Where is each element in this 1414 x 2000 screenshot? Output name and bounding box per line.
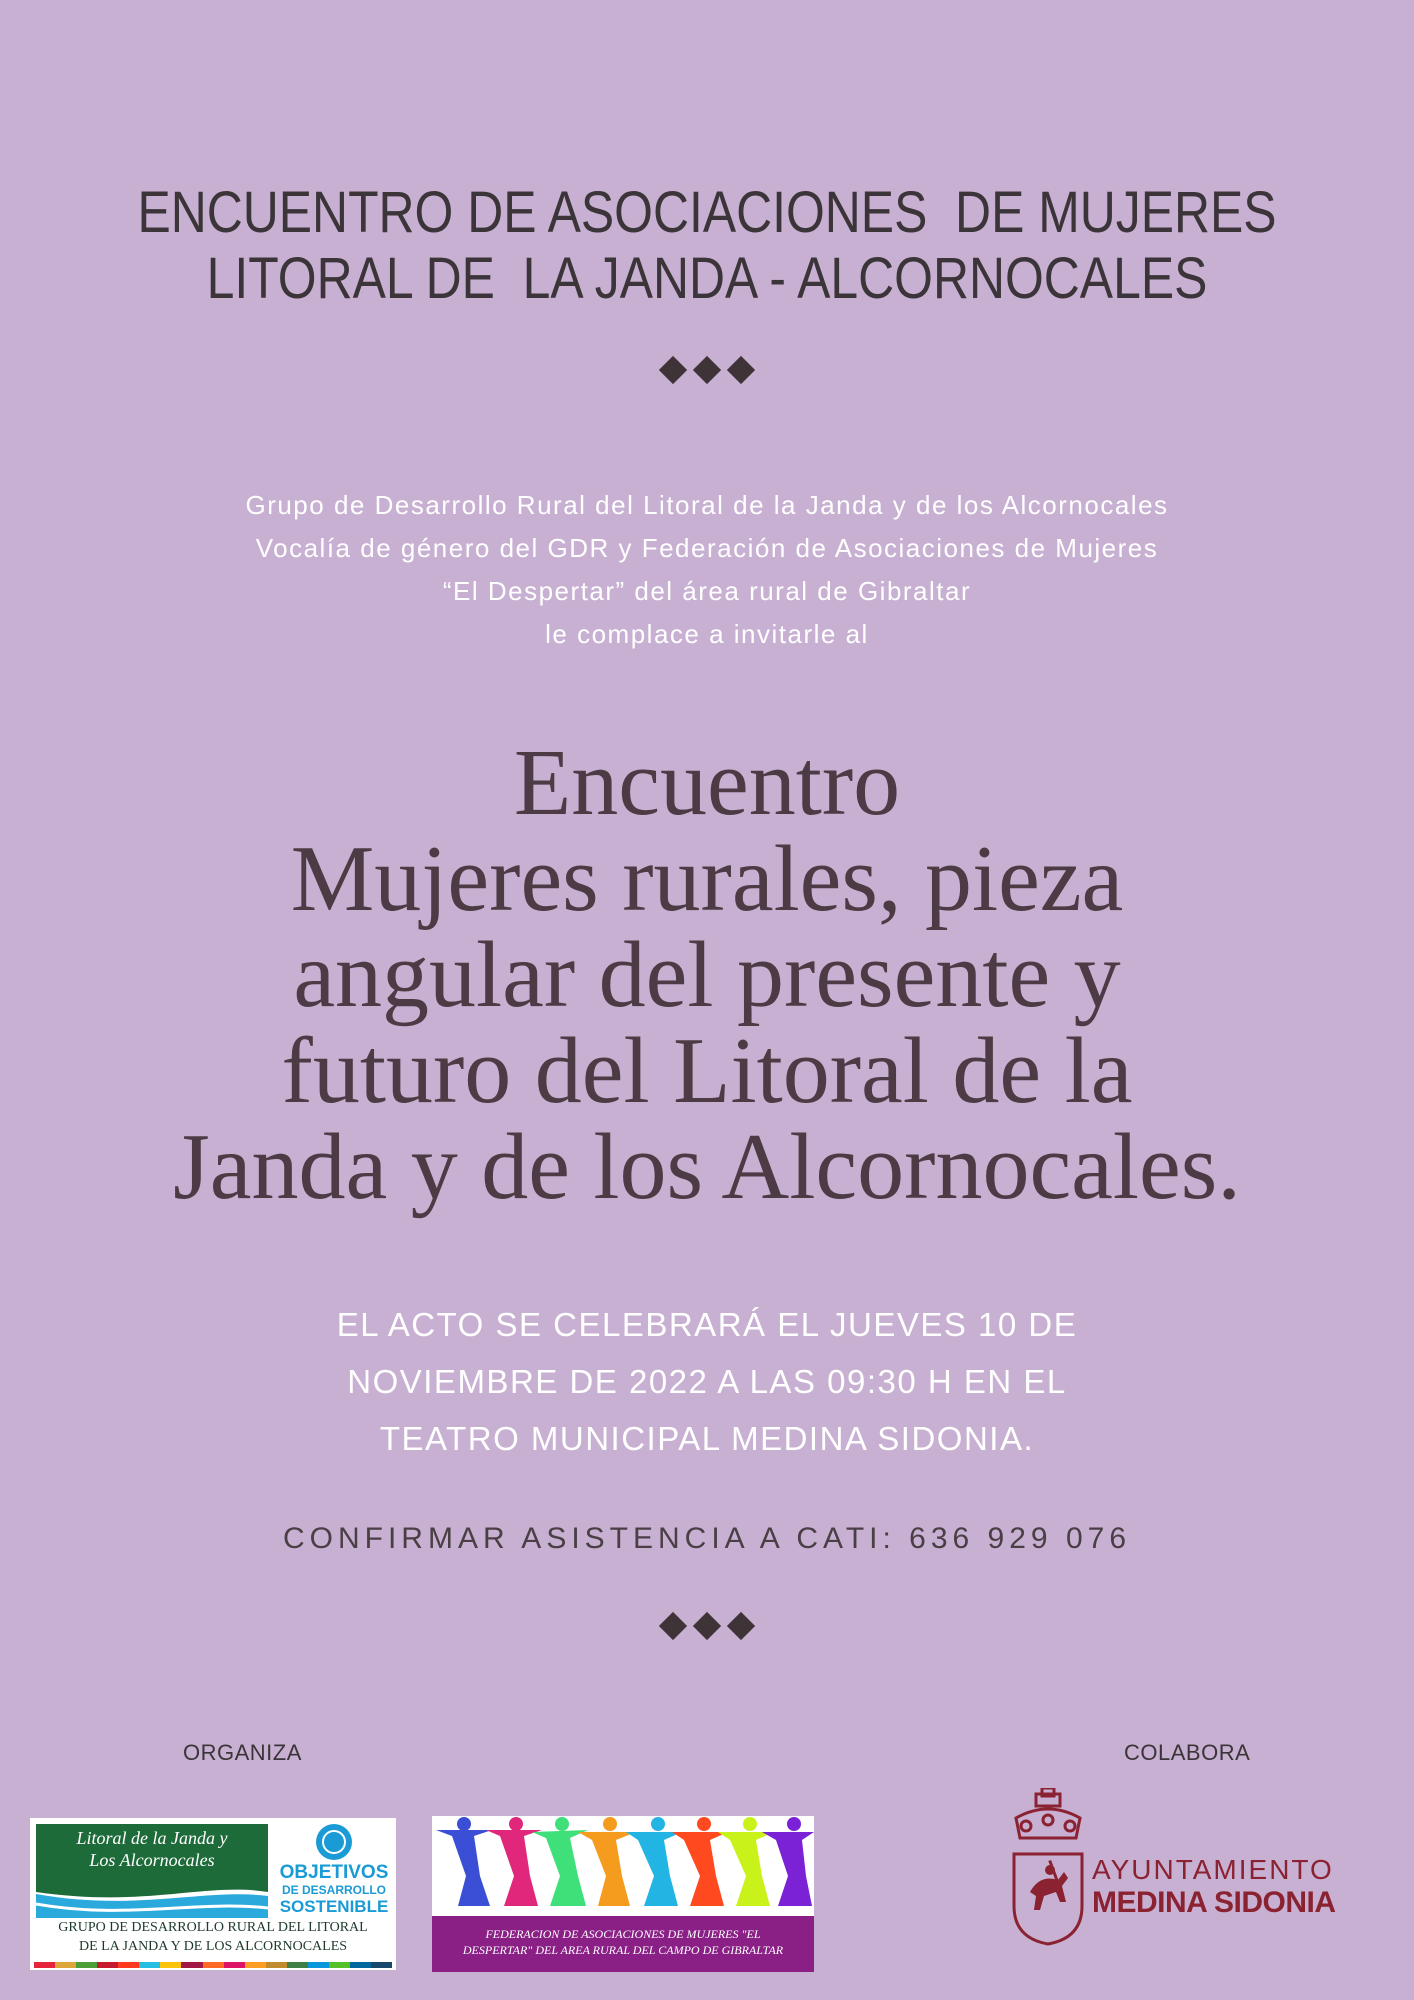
diamond-icon (659, 1612, 687, 1640)
diamond-icon (693, 356, 721, 384)
intro-line: le complace a invitarle al (545, 619, 869, 649)
gdr-caption-line1: GRUPO DE DESARROLLO RURAL DEL LITORAL (58, 1920, 368, 1935)
event-details-line: TEATRO MUNICIPAL MEDINA SIDONIA. (379, 1420, 1035, 1457)
event-details-line: NOVIEMBRE DE 2022 A LAS 09:30 H EN EL (347, 1363, 1067, 1400)
top-diamond-ornament (0, 360, 1414, 394)
intro-text (0, 484, 1414, 656)
women-figures-icon (432, 1816, 814, 1916)
diamond-icon (727, 356, 755, 384)
diamond-icon (693, 1612, 721, 1640)
organiza-label: ORGANIZA (183, 1740, 302, 1765)
ods-line1: OBJETIVOS (279, 1862, 389, 1883)
main-title-line: Encuentro (513, 731, 901, 835)
main-event-title (0, 731, 1414, 1219)
gdr-caption-line2: DE LA JANDA Y DE LOS ALCORNOCALES (78, 1939, 348, 1954)
main-title-line: Janda y de los Alcornocales. (173, 1115, 1241, 1219)
diamond-icon (727, 1612, 755, 1640)
main-title-line: angular del presente y (293, 923, 1121, 1027)
main-title-line: Mujeres rurales, pieza (290, 827, 1124, 931)
ayuntamiento-logo (1006, 1788, 1366, 1948)
gdr-brand-box (36, 1824, 268, 1880)
ods-color-stripes (34, 1962, 392, 1968)
header-title (99, 180, 1315, 312)
bottom-diamond-ornament (0, 1616, 1414, 1650)
federacion-logo (432, 1816, 814, 1972)
ayuntamiento-line2: MEDINA SIDONIA (1092, 1886, 1336, 1919)
ods-line3: SOSTENIBLE (279, 1897, 389, 1916)
event-details-line: EL ACTO SE CELEBRARÁ EL JUEVES 10 DE (336, 1306, 1078, 1343)
federacion-caption (432, 1916, 814, 1972)
event-details (0, 1296, 1414, 1467)
federacion-caption-line1: FEDERACION DE ASOCIACIONES DE MUJERES "EL (485, 1927, 761, 1941)
ods-block (276, 1824, 392, 1930)
coat-of-arms-icon (1006, 1788, 1090, 1948)
gdr-brand-line2: Los Alcornocales (89, 1850, 215, 1870)
un-globe-icon (316, 1824, 352, 1860)
header-title-line1: ENCUENTRO DE ASOCIACIONES DE MUJERES (137, 180, 1277, 245)
intro-line: “El Despertar” del área rural de Gibraltar (442, 576, 972, 606)
gdr-logo (30, 1818, 396, 1970)
intro-line: Grupo de Desarrollo Rural del Litoral de la Janda y de los Alcornocales (245, 490, 1169, 520)
main-title-line: futuro del Litoral de la (281, 1019, 1133, 1123)
gdr-caption (30, 1918, 396, 1956)
header-title-line2: LITORAL DE LA JANDA - ALCORNOCALES (206, 246, 1208, 311)
rsvp-text: CONFIRMAR ASISTENCIA A CATI: 636 929 076 (282, 1522, 1132, 1555)
ayuntamiento-line1: AYUNTAMIENTO (1092, 1854, 1334, 1885)
gdr-brand-line1: Litoral de la Janda y (76, 1828, 228, 1848)
federacion-caption-line2: DESPERTAR" DEL AREA RURAL DEL CAMPO DE GIBRALTAR (462, 1943, 784, 1957)
colabora-label: COLABORA (1124, 1740, 1251, 1765)
intro-line: Vocalía de género del GDR y Federación de Asociaciones de Mujeres (255, 533, 1159, 563)
diamond-icon (659, 356, 687, 384)
ods-line2: DE DESARROLLO (281, 1883, 386, 1897)
